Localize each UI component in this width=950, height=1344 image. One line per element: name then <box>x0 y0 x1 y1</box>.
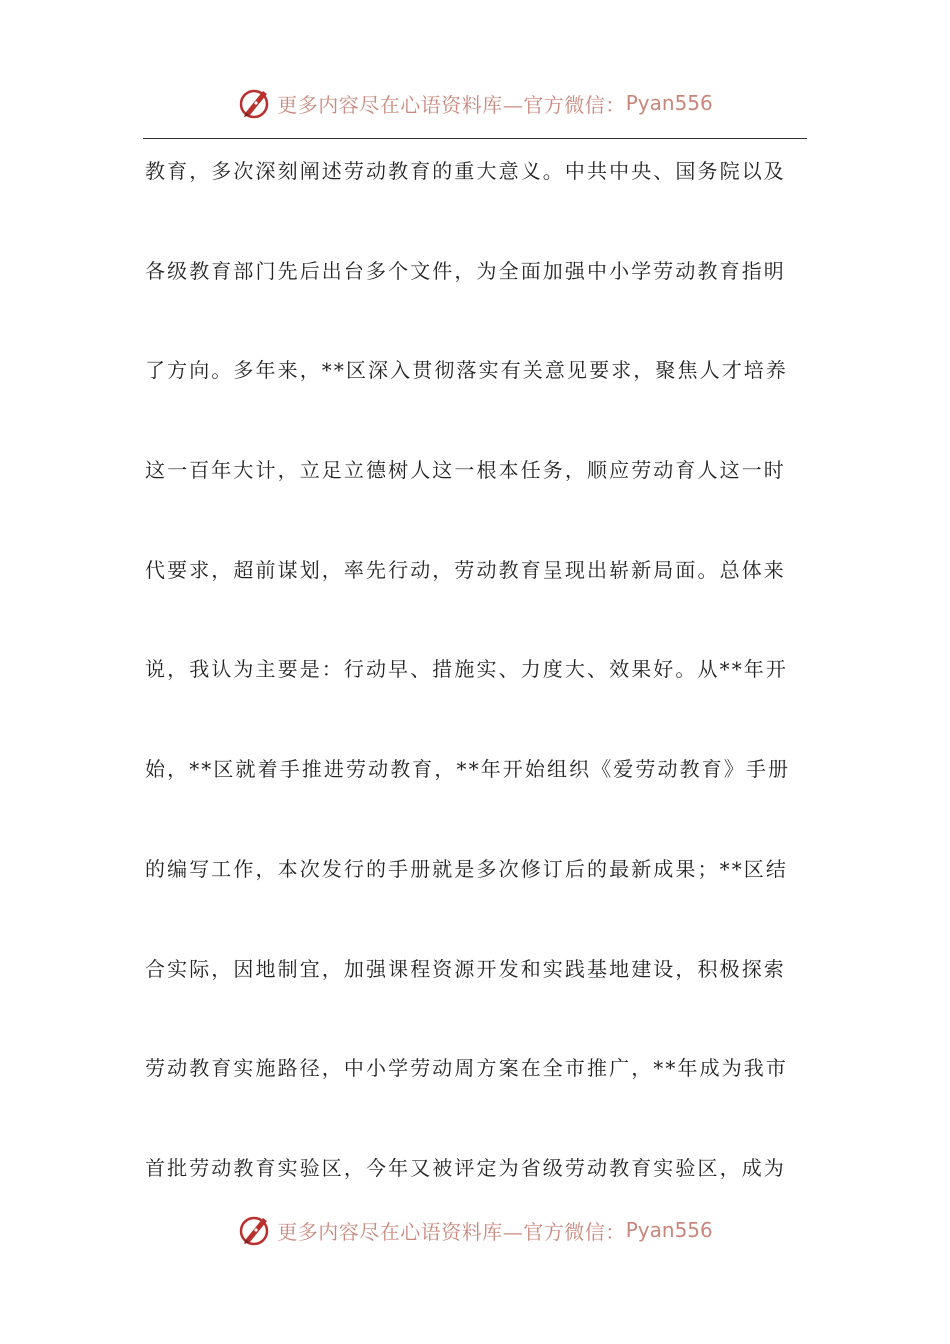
body-line-9: 合实际，因地制宜，加强课程资源开发和实践基地建设，积极探索 <box>145 956 786 981</box>
footer-wechat-id: Pyan556 <box>625 1218 713 1242</box>
header-banner-text: 更多内容尽在心语资料库—官方微信： <box>277 92 626 117</box>
body-line-2: 各级教育部门先后出台多个文件，为全面加强中小学劳动教育指明 <box>145 258 786 283</box>
header-banner <box>0 83 950 123</box>
body-line-6: 说，我认为主要是：行动早、措施实、力度大、效果好。从**年开 <box>145 657 788 682</box>
pen-logo-icon <box>237 1212 273 1248</box>
body-line-11: 首批劳动教育实验区，今年又被评定为省级劳动教育实验区，成为 <box>145 1155 786 1180</box>
document-body <box>145 150 805 1247</box>
body-line-4: 这一百年大计，立足立德树人这一根本任务，顺应劳动育人这一时 <box>145 458 786 483</box>
header-divider <box>143 138 807 139</box>
body-line-10: 劳动教育实施路径，中小学劳动周方案在全市推广，**年成为我市 <box>145 1056 788 1081</box>
body-line-3: 了方向。多年来，**区深入贯彻落实有关意见要求，聚焦人才培养 <box>145 358 788 383</box>
body-line-7: 始，**区就着手推进劳动教育，**年开始组织《爱劳动教育》手册 <box>145 757 791 782</box>
pen-logo-icon <box>237 85 273 121</box>
footer-banner-text: 更多内容尽在心语资料库—官方微信： <box>277 1219 626 1244</box>
body-line-8: 的编写工作，本次发行的手册就是多次修订后的最新成果；**区结 <box>145 856 788 881</box>
footer-banner <box>0 1210 950 1250</box>
header-wechat-id: Pyan556 <box>625 91 713 115</box>
body-line-1: 教育，多次深刻阐述劳动教育的重大意义。中共中央、国务院以及 <box>145 159 786 183</box>
body-line-5: 代要求，超前谋划，率先行动，劳动教育呈现出崭新局面。总体来 <box>145 557 786 582</box>
